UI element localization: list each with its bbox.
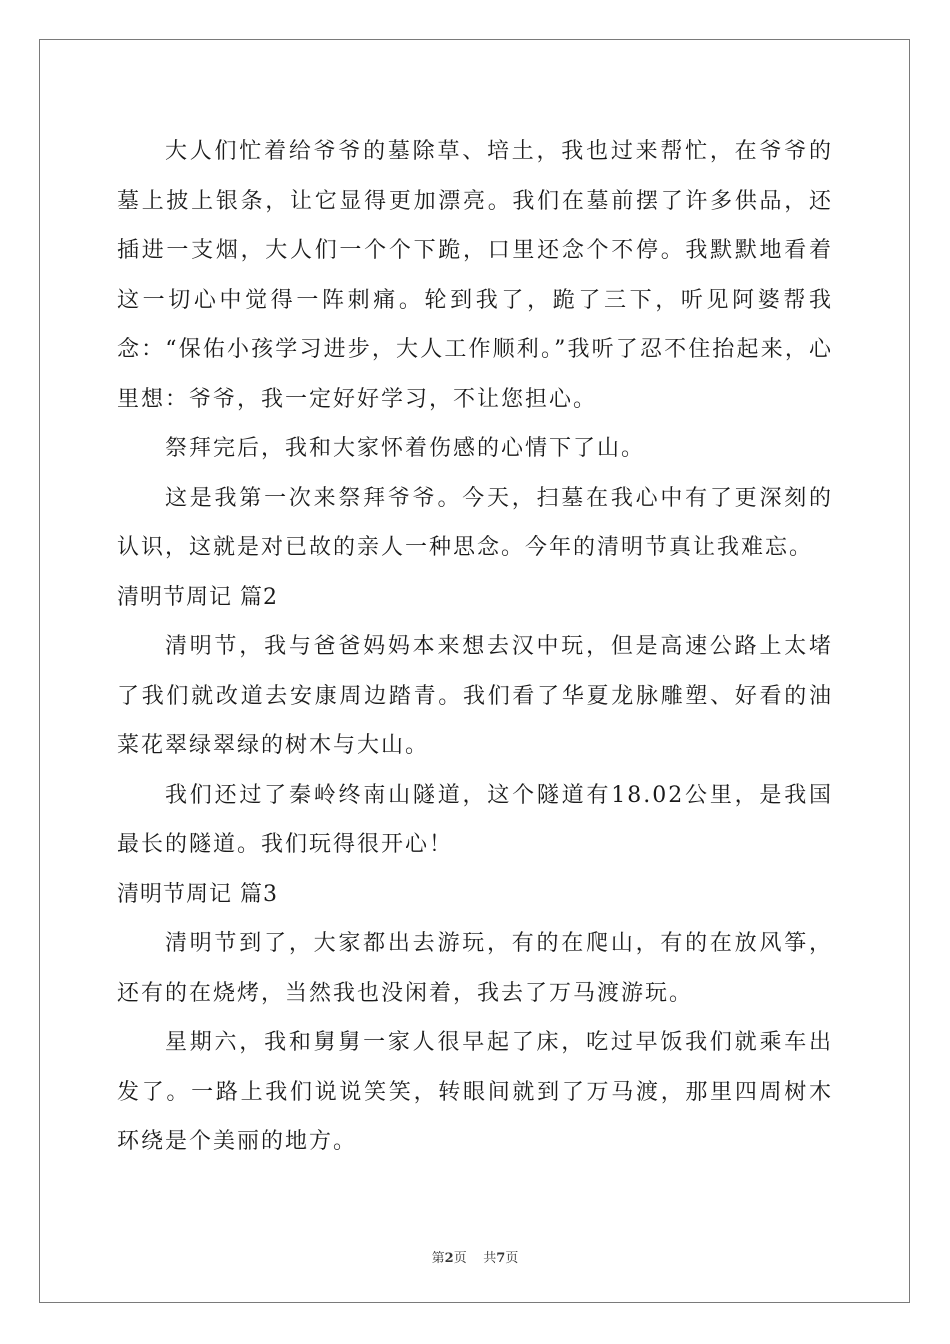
section-heading-3: 清明节周记 篇3 (117, 881, 278, 907)
page-prefix: 第 (431, 1251, 445, 1266)
paragraph-1: 大人们忙着给爷爷的墓除草、培土，我也过来帮忙，在爷爷的墓上披上银条，让它显得更加漂亮。我们在墓前摆了许多供品，还插进一支烟，大人们一个个下跪，口里还念个不停。我默默地看着这一切心中觉得一阵刺痛。轮到我了，跪了三下，听见阿婆帮我念：“保佑小孩学习进步，大人工作顺利。”我听了忍不住抬起来，心里想：爷爷，我一定好好学习，不让您担心。 (117, 139, 833, 412)
total-count: 7 (496, 1251, 506, 1266)
page-suffix: 页 (453, 1251, 467, 1266)
page-footer (0, 1247, 950, 1266)
paragraph-3: 这是我第一次来祭拜爷爷。今天，扫墓在我心中有了更深刻的认识，这就是对已故的亲人一种思念。今年的清明节真让我难忘。 (117, 485, 833, 560)
paragraph-6: 清明节到了，大家都出去游玩，有的在爬山，有的在放风筝，还有的在烧烤，当然我也没闲着，我去了万马渡游玩。 (117, 931, 833, 1006)
page-current: 2 (444, 1251, 454, 1266)
page-total (483, 1247, 518, 1266)
document-body (117, 127, 833, 1167)
paragraph-2: 祭拜完后，我和大家怀着伤感的心情下了山。 (165, 436, 646, 461)
paragraph-7: 星期六，我和舅舅一家人很早起了床，吃过早饭我们就乘车出发了。一路上我们说说笑笑，转眼间就到了万马渡，那里四周树木环绕是个美丽的地方。 (117, 1030, 833, 1154)
total-prefix: 共 (483, 1251, 497, 1266)
total-suffix: 页 (505, 1251, 519, 1266)
paragraph-5: 我们还过了秦岭终南山隧道，这个隧道有18.02公里，是我国最长的隧道。我们玩得很开心！ (117, 782, 833, 857)
section-heading-2: 清明节周记 篇2 (117, 584, 278, 610)
paragraph-4: 清明节，我与爸爸妈妈本来想去汉中玩，但是高速公路上太堵了我们就改道去安康周边踏青。我们看了华夏龙脉雕塑、好看的油菜花翠绿翠绿的树木与大山。 (117, 634, 833, 758)
page-number (432, 1247, 467, 1266)
